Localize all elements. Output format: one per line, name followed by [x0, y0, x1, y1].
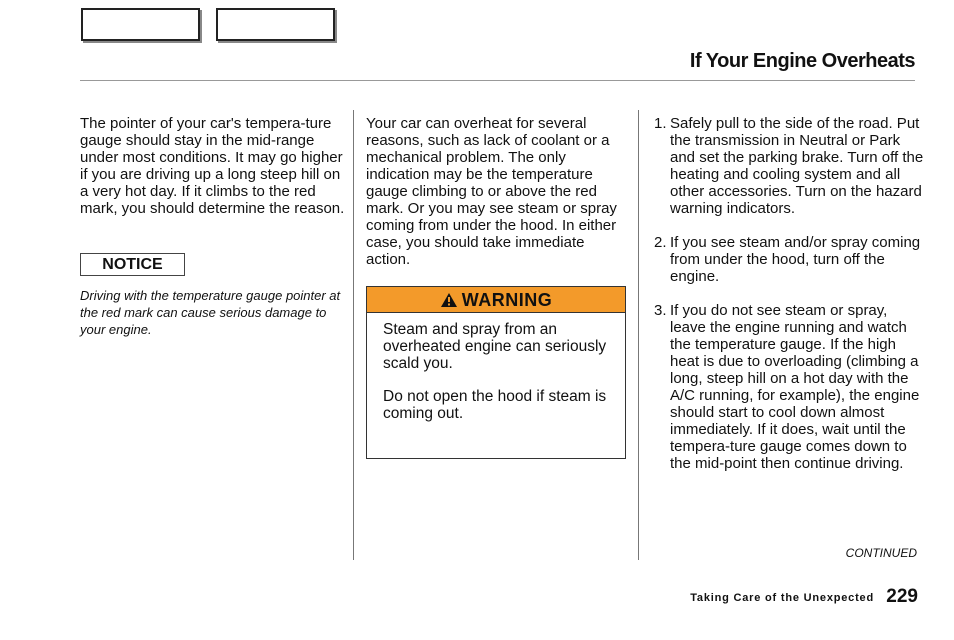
- page-number: 229: [886, 586, 918, 607]
- notice-label: NOTICE: [80, 253, 185, 276]
- list-item: [654, 234, 924, 285]
- steps-list: [654, 115, 924, 489]
- warning-header: [367, 287, 625, 313]
- step-text: If you see steam and/or spray coming from under the hood, turn off the engine.: [670, 234, 921, 285]
- column-divider: [638, 110, 639, 560]
- warning-paragraph-1: Steam and spray from an overheated engine can seriously scald you.: [383, 321, 607, 372]
- column-divider: [353, 110, 354, 560]
- step-number: 3.: [654, 302, 667, 319]
- notice-text: Driving with the temperature gauge pointer at the red mark can cause serious damage to your engine.: [80, 288, 341, 337]
- step-text: If you do not see steam or spray, leave the engine running and watch the temperature gauge. If the high heat is due to overloading (climbing a long, steep hill on a hot day with the A/C running, for example), the engine should start to cool down almost immediately. If it does, wait until the tempera-ture gauge comes down to the mid-point then continue driving.: [670, 302, 920, 472]
- column-1-paragraph: The pointer of your car's tempera-ture gauge should stay in the mid-range under most conditions. It may go higher if you are driving up a long steep hill on a very hot day. If it climbs to the red mark, you should determine the reason.: [80, 115, 345, 217]
- continued-label: CONTINUED: [845, 546, 917, 560]
- step-text: Safely pull to the side of the road. Put the transmission in Neutral or Park and set the parking brake. Turn off the heating and cooling system and all other accessories. Turn on the hazard warning indicators.: [670, 115, 924, 217]
- page-title: If Your Engine Overheats: [689, 50, 915, 72]
- warning-paragraph-2: Do not open the hood if steam is coming out.: [383, 388, 607, 422]
- warning-box: [366, 286, 626, 459]
- tab-box-left: [81, 8, 200, 41]
- title-divider: [80, 80, 915, 81]
- list-item: [654, 302, 924, 472]
- tab-box-right: [216, 8, 335, 41]
- warning-triangle-icon: [440, 289, 458, 315]
- warning-label: WARNING: [461, 290, 553, 310]
- section-footer: Taking Care of the Unexpected: [690, 592, 874, 604]
- step-number: 1.: [654, 115, 667, 132]
- column-2-paragraph: Your car can overheat for several reasons, such as lack of coolant or a mechanical problem. The only indication may be the temperature gauge climbing to or above the red mark. Or you may see steam or spray coming from under the hood. In either case, you should take immediate action.: [366, 115, 617, 268]
- step-number: 2.: [654, 234, 667, 251]
- list-item: [654, 115, 924, 217]
